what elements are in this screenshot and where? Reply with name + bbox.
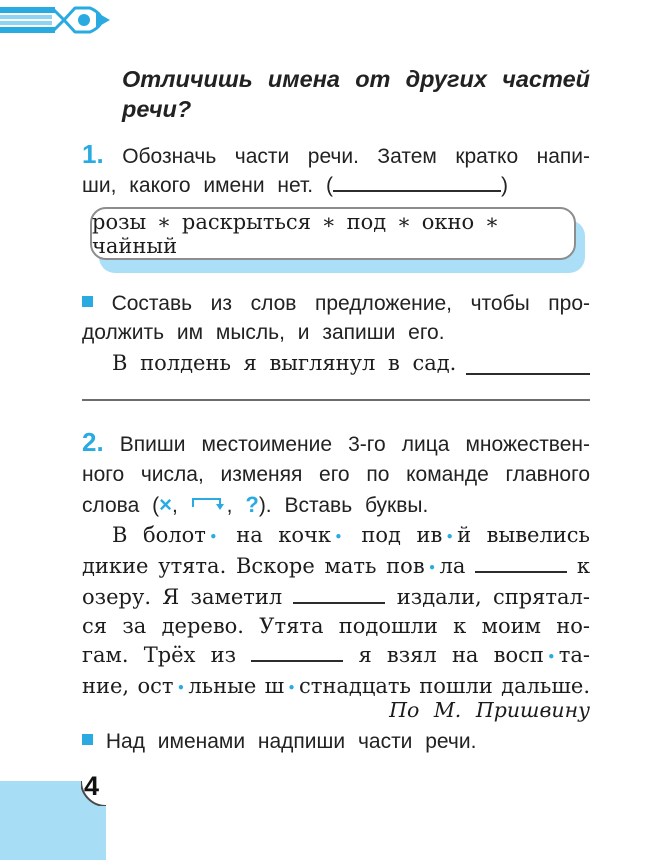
square-bullet-icon <box>82 296 93 307</box>
word-bank-words: розы ∗ раскрыться ∗ под ∗ окно ∗ чайный <box>92 209 500 258</box>
paren-open: ( <box>325 174 333 197</box>
exercise-2-instruction-line1: Впиши местоимение 3-го лица множествен- <box>119 433 591 456</box>
page-number: 4 <box>84 771 100 801</box>
page-title <box>122 64 590 124</box>
story-segment: издали, спрятал- <box>396 585 590 609</box>
exercise-2-number: 2. <box>82 427 104 457</box>
exercise-1-instruction-line1: Обозначь части речи. Затем кратко напи- <box>122 145 590 168</box>
exercise-2-instruction-end: Вставь буквы. <box>284 494 429 517</box>
sentence-text: В полдень я выглянул в сад. <box>112 351 457 375</box>
story-segment: ла <box>439 554 466 578</box>
subtask-text: Над именами надпиши части речи. <box>105 730 477 753</box>
story-line <box>82 612 590 641</box>
attribution: По М. Пришвину <box>389 698 590 722</box>
story-segment: на кочк <box>236 523 332 547</box>
exercise-1-intro <box>82 140 590 200</box>
page-title-line2: речи? <box>122 96 192 122</box>
question-symbol-icon: ? <box>245 492 259 517</box>
story-text <box>82 521 590 703</box>
paren-close: ). <box>258 494 272 517</box>
page-title-line1: Отличишь имена от других частей <box>122 66 590 92</box>
answer-blank <box>251 660 343 662</box>
answer-blank <box>466 373 590 375</box>
word-bank-box <box>90 207 576 260</box>
story-segment: гам. Трёх из <box>82 643 237 667</box>
story-line <box>82 583 590 612</box>
cross-symbol-icon: × <box>159 492 172 517</box>
gap-dot-icon: • <box>208 528 218 546</box>
exercise-2-intro <box>82 427 590 522</box>
subtask-line1: Составь из слов предложение, чтобы про- <box>111 292 590 315</box>
story-segment: В болот <box>112 523 206 547</box>
gap-dot-icon: • <box>445 528 455 546</box>
command-arrow-icon <box>191 495 227 518</box>
gap-dot-icon: • <box>546 648 556 666</box>
story-segment: я взял на восп <box>358 643 544 667</box>
exercise-1-subtask <box>82 289 590 347</box>
story-segment: стнадцать пошли дальше. <box>299 674 590 698</box>
exercise-2-instruction-line3: слова <box>82 494 140 517</box>
comma: , <box>226 494 233 517</box>
subtask-line2: должить им мысль, и запиши его. <box>82 321 445 344</box>
story-segment: льные ш <box>188 674 285 698</box>
sentence-prompt <box>82 349 590 378</box>
story-line <box>82 641 590 672</box>
square-bullet-icon <box>82 734 93 745</box>
answer-blank <box>333 190 501 192</box>
paren-open: ( <box>152 494 160 517</box>
exercise-1-number: 1. <box>82 139 104 169</box>
story-segment: та- <box>558 643 590 667</box>
paren-close: ) <box>500 174 508 197</box>
story-segment: к <box>576 554 590 578</box>
story-segment: под ив <box>361 523 443 547</box>
exercise-2-instruction-line2: ного числа, изменяя его по команде главного <box>82 463 590 486</box>
story-segment: й вывелись <box>457 523 590 547</box>
writing-line <box>82 399 590 401</box>
story-segment: озеру. Я заметил <box>82 585 283 609</box>
answer-blank <box>475 571 567 573</box>
exercise-2-subtask <box>82 727 590 756</box>
gap-dot-icon: • <box>427 559 437 577</box>
pen-icon <box>0 0 110 45</box>
story-line <box>82 521 590 552</box>
story-segment: дикие утята. Вскоре мать пов <box>82 554 425 578</box>
exercise-1-instruction-line2: ши, какого имени нет. <box>82 174 314 197</box>
answer-blank <box>293 602 385 604</box>
story-line <box>82 552 590 583</box>
story-segment: ние, ост <box>82 674 174 698</box>
gap-dot-icon: • <box>334 528 343 546</box>
gap-dot-icon: • <box>176 679 186 697</box>
story-segment: ся за дерево. Утята подошли к моим но- <box>82 614 590 638</box>
comma: , <box>171 494 178 517</box>
gap-dot-icon: • <box>287 679 297 697</box>
